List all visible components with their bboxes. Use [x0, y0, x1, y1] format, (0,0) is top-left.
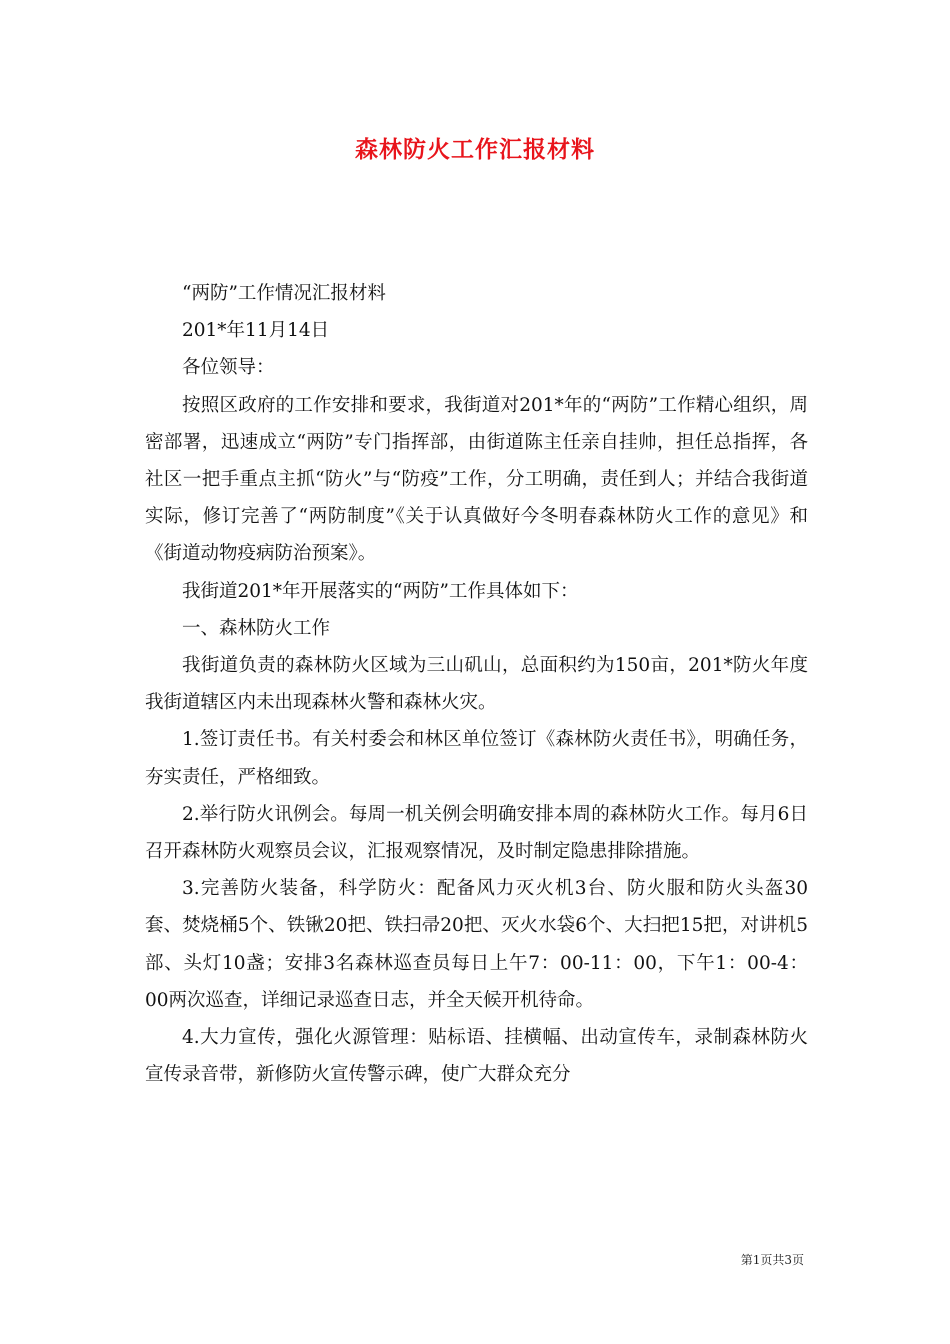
paragraph-item-1: 1.签订责任书。有关村委会和林区单位签订《森林防火责任书》，明确任务，夯实责任，严格细致。: [145, 729, 808, 788]
paragraph-subtitle: “两防”工作情况汇报材料: [182, 283, 386, 304]
document-body: [145, 275, 808, 1093]
page-number: 第1页共3页: [740, 1253, 804, 1267]
paragraph-salutation: 各位领导：: [182, 357, 275, 379]
paragraph-item-3: 3.完善防火装备，科学防火：配备风力灭火机3台、防火服和防火头盔30套、焚烧桶5个、铁锹20把、铁扫帚20把、灭火水袋6个、大扫把15把，对讲机5部、头灯10盏；安排3名森林巡查员每日上午7：00-11：00，下午1：00-4：00两次巡查，详细记录巡查日志，并全天候开机待命。: [145, 878, 808, 1011]
paragraph-intro: 按照区政府的工作安排和要求，我街道对201*年的“两防”工作精心组织，周密部署，迅速成立“两防”专门指挥部，由街道陈主任亲自挂帅，担任总指挥，各社区一把手重点主抓“防火”与“防疫”工作，分工明确，责任到人；并结合我街道实际，修订完善了“两防制度”《关于认真做好今冬明春森林防火工作的意见》和《街道动物疫病防治预案》。: [145, 394, 808, 565]
paragraph-overview: 我街道201*年开展落实的“两防”工作具体如下：: [182, 580, 579, 602]
paragraph-fire-area: 我街道负责的森林防火区域为三山矶山，总面积约为150亩，201*防火年度我街道辖区内未出现森林火警和森林火灾。: [145, 655, 808, 714]
paragraph-item-2: 2.举行防火讯例会。每周一机关例会明确安排本周的森林防火工作。每月6日召开森林防火观察员会议，汇报观察情况，及时制定隐患排除措施。: [145, 803, 808, 863]
document-title: 森林防火工作汇报材料: [355, 136, 595, 163]
section-heading-fire-prevention: 一、森林防火工作: [182, 617, 331, 639]
paragraph-date: 201*年11月14日: [182, 320, 330, 342]
paragraph-item-4: 4.大力宣传，强化火源管理：贴标语、挂横幅、出动宣传车，录制森林防火宣传录音带，新修防火宣传警示碑，使广大群众充分: [145, 1027, 808, 1086]
